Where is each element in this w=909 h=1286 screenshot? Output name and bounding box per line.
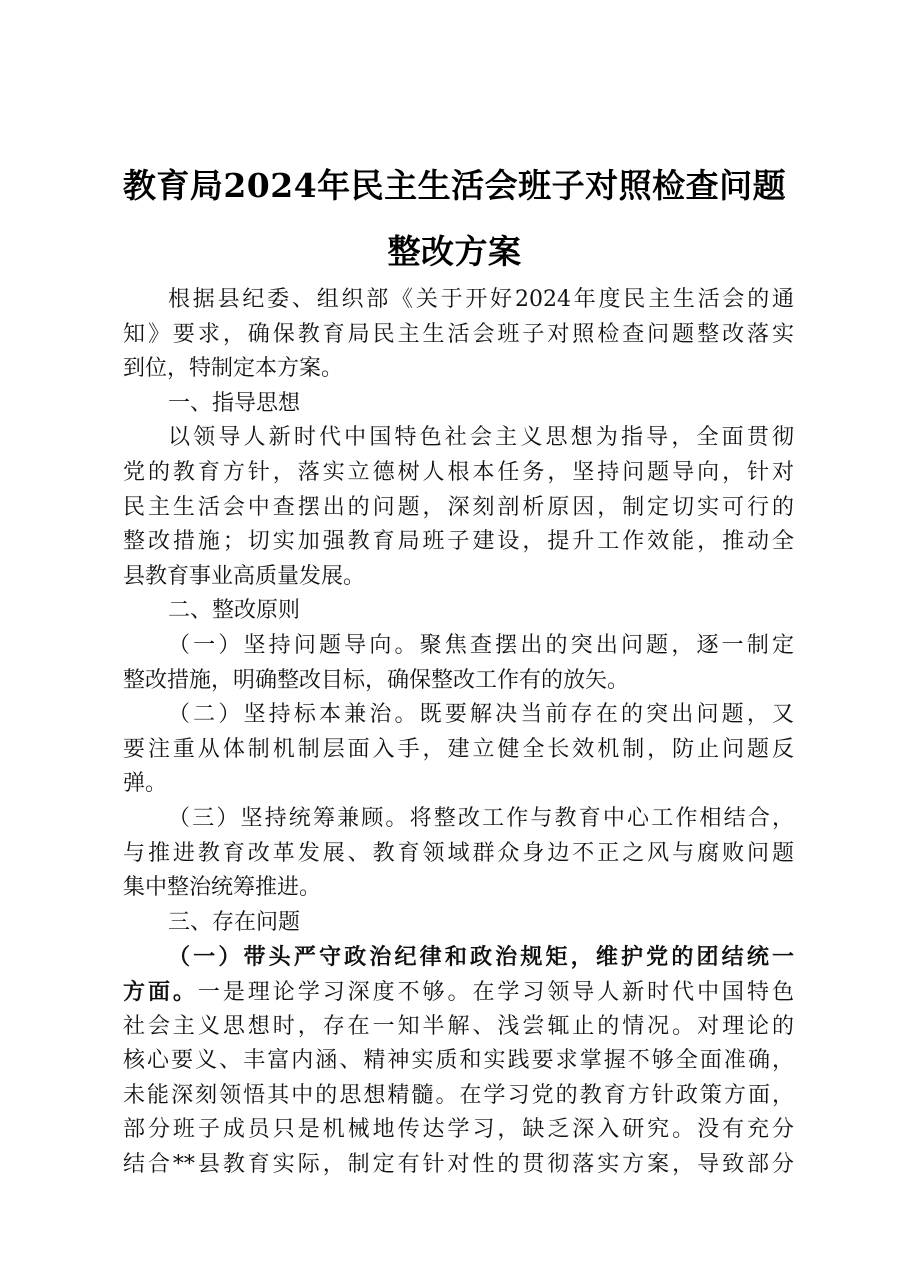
paragraph-line: 党的教育方针，落实立德树人根本任务，坚持问题导向，针对 <box>123 460 794 485</box>
paragraph-line: 部分班子成员只是机械地传达学习，缺乏深入研究。没有充分 <box>123 1117 794 1142</box>
paragraph-line: 到位，特制定本方案。 <box>123 356 344 381</box>
paragraph-line: （三）坚持统筹兼顾。将整改工作与教育中心工作相结合， <box>168 806 794 831</box>
paragraph-line: 整改措施，明确整改目标，确保整改工作有的放矢。 <box>123 668 630 693</box>
paragraph-line: 根据县纪委、组织部《关于开好2024年度民主生活会的通 <box>168 287 794 312</box>
paragraph-line: 民主生活会中查摆出的问题，深刻剖析原因，制定切实可行的 <box>123 495 794 520</box>
paragraph-line: 未能深刻领悟其中的思想精髓。在学习党的教育方针政策方面， <box>123 1083 794 1108</box>
bold-run: 方面。 <box>123 979 198 1005</box>
paragraph-line: （一）带头严守政治纪律和政治规矩，维护党的团结统一 <box>168 944 794 970</box>
paragraph-line: 以领导人新时代中国特色社会主义思想为指导，全面贯彻 <box>168 425 794 450</box>
paragraph-line: 县教育事业高质量发展。 <box>123 564 366 589</box>
paragraph-line: 方面。一是理论学习深度不够。在学习领导人新时代中国特色 <box>123 979 794 1005</box>
paragraph-line: 与推进教育改革发展、教育领域群众身边不正之风与腐败问题 <box>123 841 794 866</box>
paragraph-line: （二）坚持标本兼治。既要解决当前存在的突出问题，又 <box>168 702 794 727</box>
paragraph-line: 核心要义、丰富内涵、精神实质和实践要求掌握不够全面准确， <box>123 1048 794 1073</box>
section-heading: 三、存在问题 <box>168 910 301 935</box>
section-heading: 二、整改原则 <box>168 598 301 623</box>
paragraph-line: 结合**县教育实际，制定有针对性的贯彻落实方案，导致部分 <box>123 1152 794 1177</box>
paragraph-line: 知》要求，确保教育局民主生活会班子对照检查问题整改落实 <box>123 322 794 347</box>
paragraph-line: 社会主义思想时，存在一知半解、浅尝辄止的情况。对理论的 <box>123 1014 794 1039</box>
paragraph-line: 弹。 <box>123 771 168 796</box>
paragraph-line: （一）坚持问题导向。聚焦查摆出的突出问题，逐一制定 <box>168 633 794 658</box>
paragraph-line: 要注重从体制机制层面入手，建立健全长效机制，防止问题反 <box>123 737 794 762</box>
document-title-line-1: 教育局2024年民主生活会班子对照检查问题 <box>122 166 787 205</box>
document-title-line-2: 整改方案 <box>387 232 522 271</box>
paragraph-line: 整改措施；切实加强教育局班子建设，提升工作效能，推动全 <box>123 529 794 554</box>
section-heading: 一、指导思想 <box>168 391 301 416</box>
paragraph-line: 集中整治统筹推进。 <box>123 875 322 900</box>
